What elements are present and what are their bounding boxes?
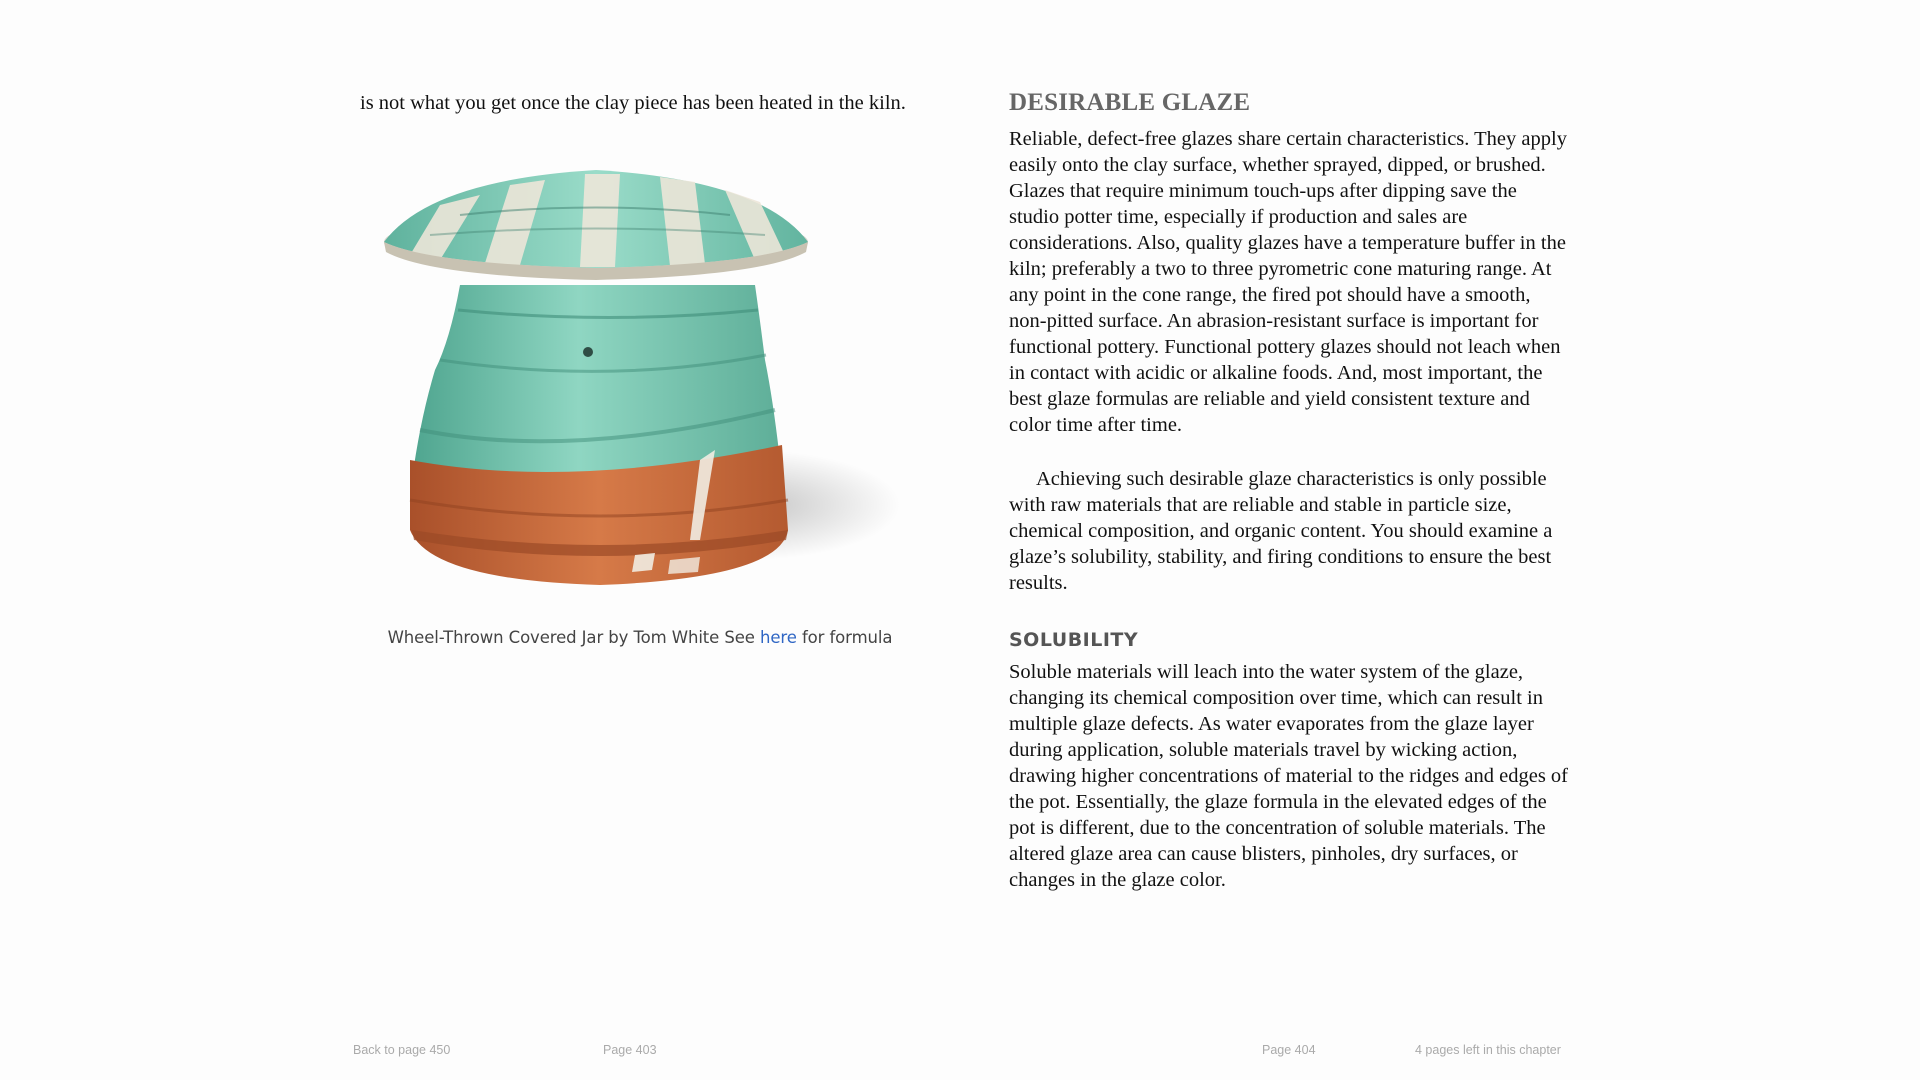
caption-suffix: for formula xyxy=(796,628,893,647)
left-page-number: Page 403 xyxy=(603,1043,657,1057)
jar-figure xyxy=(370,160,930,620)
paragraph-raw-materials: Achieving such desirable glaze characteristics is only possible with raw materials that are reliable and stable in particle size, chemical composition, and organic content. You should examine a glaze’s solubility, stability, and firing conditions to ensure the best results. xyxy=(1009,468,1553,594)
back-to-page-link[interactable]: Back to page 450 xyxy=(353,1043,451,1057)
figure-caption xyxy=(360,628,920,647)
continued-text: is not what you get once the clay piece has been heated in the kiln. xyxy=(360,92,906,114)
paragraph-solubility: Soluble materials will leach into the water system of the glaze, changing its chemical composition over time, which can result in multiple glaze defects. As water evaporates from the glaze layer during application, soluble materials travel by wicking action, drawing higher concentrations of material to the ridges and edges of the pot. Essentially, the glaze formula in the elevated edges of the pot is different, due to the concentration of soluble materials. The altered glaze area can cause blisters, pinholes, dry surfaces, or changes in the glaze color. xyxy=(1009,661,1569,891)
paragraph-desirable-glaze: Reliable, defect-free glazes share certain characteristics. They apply easily onto the clay surface, whether sprayed, dipped, or brushed. Glazes that require minimum touch-ups after dipping save the studio potter time, especially if production and sales are considerations. Also, quality glazes have a temperature buffer in the kiln; preferably a two to three pyrometric cone maturing range. At any point in the cone range, the fired pot should have a smooth, non-pitted surface. An abrasion-resistant surface is important for functional pottery. Functional pottery glazes should not leach when in contact with acidic or alkaline foods. And, most important, the best glaze formulas are reliable and yield consistent texture and color time after time. xyxy=(1009,128,1567,436)
section-heading-solubility: SOLUBILITY xyxy=(1009,629,1139,651)
caption-text: Wheel-Thrown Covered Jar by Tom White See xyxy=(387,628,760,647)
formula-link[interactable]: here xyxy=(760,628,797,647)
covered-jar-illustration xyxy=(370,160,930,620)
pages-left-indicator: 4 pages left in this chapter xyxy=(1415,1043,1561,1057)
section-heading-desirable-glaze: DESIRABLE GLAZE xyxy=(1009,89,1251,116)
right-page-number: Page 404 xyxy=(1262,1043,1316,1057)
